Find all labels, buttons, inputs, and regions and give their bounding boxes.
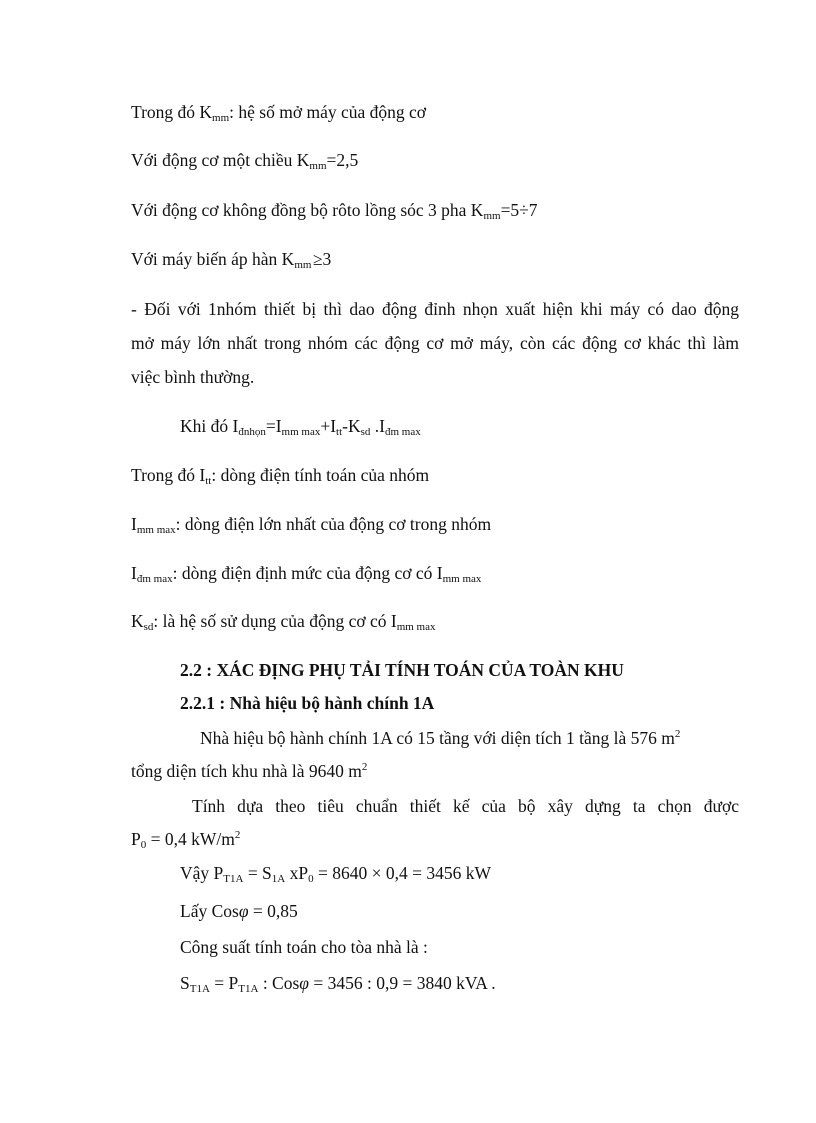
text: : dòng điện lớn nhất của động cơ trong nhóm xyxy=(175,514,492,534)
text: : Cos xyxy=(258,973,300,993)
text: tổng diện tích khu nhà là 9640 m xyxy=(131,761,362,781)
itt-definition-line xyxy=(131,467,429,485)
multiply-icon: × xyxy=(371,863,382,883)
superscript: 2 xyxy=(361,761,368,773)
text: +I xyxy=(320,416,337,436)
welding-transformer-line xyxy=(131,251,331,269)
cos-phi-line xyxy=(180,903,298,921)
peak-current-formula xyxy=(180,418,421,436)
paragraph-line: - Đối với 1nhóm thiết bị thì dao động đỉnh nhọn xuất hiện khi máy có dao động xyxy=(131,299,739,319)
text: = P xyxy=(209,973,239,993)
subscript: T1A xyxy=(223,873,244,885)
subscript: T1A xyxy=(238,983,259,995)
subscript: tt xyxy=(336,426,343,438)
geq-symbol: ≥ xyxy=(312,249,323,269)
subscript: mm max xyxy=(442,573,482,585)
section-heading: 2.2 : XÁC ĐỊNG PHỤ TẢI TÍNH TOÁN CỦA TOÀN KHU xyxy=(180,660,624,680)
text: Với động cơ một chiều K xyxy=(131,150,310,170)
paragraph-line: việc bình thường. xyxy=(131,367,255,387)
text: Lấy Cos xyxy=(180,901,239,921)
subscript: đm max xyxy=(385,426,421,438)
p0-line xyxy=(131,831,240,849)
async-motor-line xyxy=(131,202,538,220)
subscript: mm xyxy=(294,259,312,271)
superscript: 2 xyxy=(674,728,681,740)
phi-symbol: φ xyxy=(238,901,249,921)
text: xP xyxy=(285,863,309,883)
text: .I xyxy=(370,416,385,436)
text: Trong đó I xyxy=(131,465,206,485)
subsection-heading: 2.2.1 : Nhà hiệu bộ hành chính 1A xyxy=(180,693,435,713)
text: = 8640 xyxy=(313,863,372,883)
text: : dòng điện tính toán của nhóm xyxy=(211,465,430,485)
subscript: mm max xyxy=(396,621,436,633)
paragraph-line: Tính dựa theo tiêu chuẩn thiết kế của bộ xây dựng ta chọn được xyxy=(192,796,739,816)
subscript: đm max xyxy=(136,573,173,585)
text: = 0,85 xyxy=(248,901,298,921)
text: K xyxy=(131,611,144,631)
subscript: sd xyxy=(143,621,154,633)
text: Với máy biến áp hàn K xyxy=(131,249,295,269)
text: S xyxy=(180,973,190,993)
text: =2,5 xyxy=(326,150,359,170)
paragraph-line: mở máy lớn nhất trong nhóm các động cơ mở máy, còn các động cơ khác thì làm xyxy=(131,333,739,353)
text: -K xyxy=(342,416,361,436)
power-calc-line xyxy=(180,865,491,883)
subscript: 0 xyxy=(140,839,147,851)
subscript: đnhọn xyxy=(238,426,266,438)
subscript: mm max xyxy=(136,524,176,536)
text: : là hệ số sử dụng của động cơ có I xyxy=(153,611,397,631)
apparent-power-line xyxy=(180,975,496,993)
text: =5÷7 xyxy=(500,200,538,220)
text: =I xyxy=(265,416,282,436)
text: = 3456 : 0,9 = 3840 kVA . xyxy=(308,973,496,993)
subscript: mm xyxy=(483,210,501,222)
dc-motor-line xyxy=(131,152,358,170)
building-description-line xyxy=(200,730,680,748)
text: I xyxy=(131,563,137,583)
text: : dòng điện định mức của động cơ có I xyxy=(172,563,443,583)
imm-definition-line xyxy=(131,516,491,534)
subscript: 1A xyxy=(271,873,286,885)
text-line: Công suất tính toán cho tòa nhà là : xyxy=(180,937,428,957)
text: I xyxy=(131,514,137,534)
text: 3 xyxy=(322,249,332,269)
text: P xyxy=(131,829,141,849)
subscript: mm xyxy=(309,160,327,172)
text: = S xyxy=(243,863,272,883)
subscript: sd xyxy=(360,426,371,438)
subscript: 0 xyxy=(308,873,314,885)
subscript: mm max xyxy=(281,426,321,438)
total-area-line xyxy=(131,763,367,781)
subscript: mm xyxy=(212,112,230,124)
text: Vậy P xyxy=(180,863,224,883)
kmm-definition-line xyxy=(131,104,426,122)
text: Với động cơ không đồng bộ rôto lồng sóc 3 pha K xyxy=(131,200,484,220)
ksd-definition-line xyxy=(131,613,436,631)
text: Nhà hiệu bộ hành chính 1A có 15 tầng với diện tích 1 tầng là 576 m xyxy=(200,728,675,748)
text: : hệ số mở máy của động cơ xyxy=(229,102,427,122)
idm-definition-line xyxy=(131,565,481,583)
text: = 0,4 kW/m xyxy=(146,829,235,849)
text: Trong đó K xyxy=(131,102,213,122)
phi-symbol: φ xyxy=(299,973,309,993)
text: Khi đó I xyxy=(180,416,239,436)
subscript: T1A xyxy=(189,983,210,995)
text: 0,4 = 3456 kW xyxy=(381,863,491,883)
subscript: tt xyxy=(205,475,212,487)
superscript: 2 xyxy=(234,829,241,841)
